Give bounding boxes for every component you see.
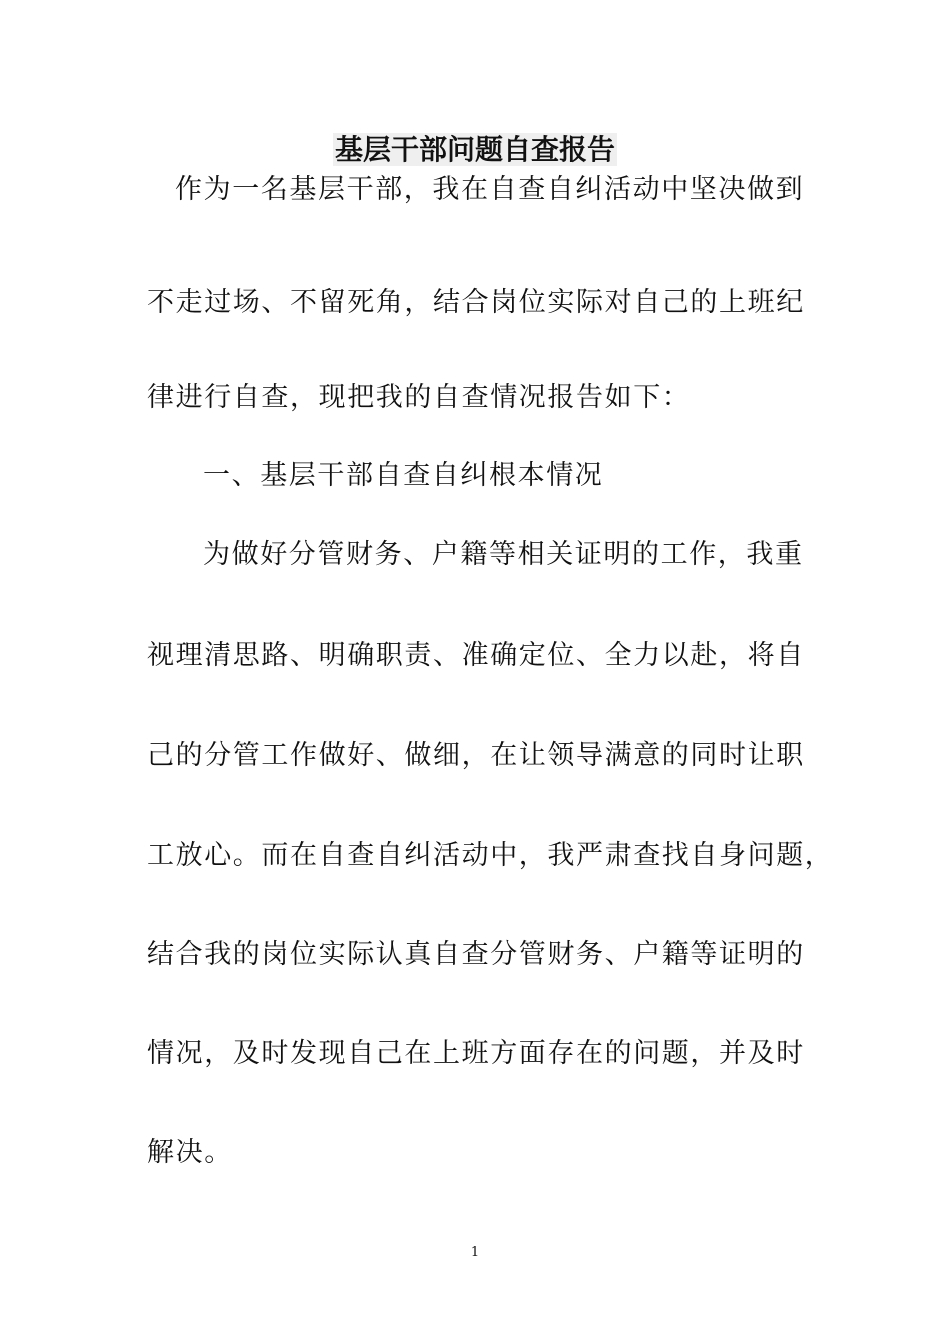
paragraph-line-5: 为做好分管财务、户籍等相关证明的工作，我重: [203, 539, 804, 570]
paragraph-line-11: 解决。: [147, 1137, 233, 1168]
paragraph-line-7: 己的分管工作做好、做细，在让领导满意的同时让职: [147, 740, 805, 771]
paragraph-line-6: 视理清思路、明确职责、准确定位、全力以赴，将自: [147, 640, 805, 671]
paragraph-line-10: 情况，及时发现自己在上班方面存在的问题，并及时: [147, 1038, 805, 1069]
page-number: 1: [470, 1245, 480, 1260]
document-title: [0, 132, 950, 168]
paragraph-line-9: 结合我的岗位实际认真自查分管财务、户籍等证明的: [147, 939, 805, 970]
paragraph-line-8: 工放心。而在自查自纠活动中，我严肃查找自身问题，: [147, 840, 834, 871]
document-title-text: 基层干部问题自查报告: [334, 133, 615, 166]
section-heading-1: 一、基层干部自查自纠根本情况: [203, 460, 604, 491]
paragraph-line-2: 不走过场、不留死角，结合岗位实际对自己的上班纪: [147, 287, 805, 318]
paragraph-line-3: 律进行自查，现把我的自查情况报告如下：: [147, 382, 691, 413]
paragraph-line-1: 作为一名基层干部，我在自查自纠活动中坚决做到: [175, 174, 805, 205]
